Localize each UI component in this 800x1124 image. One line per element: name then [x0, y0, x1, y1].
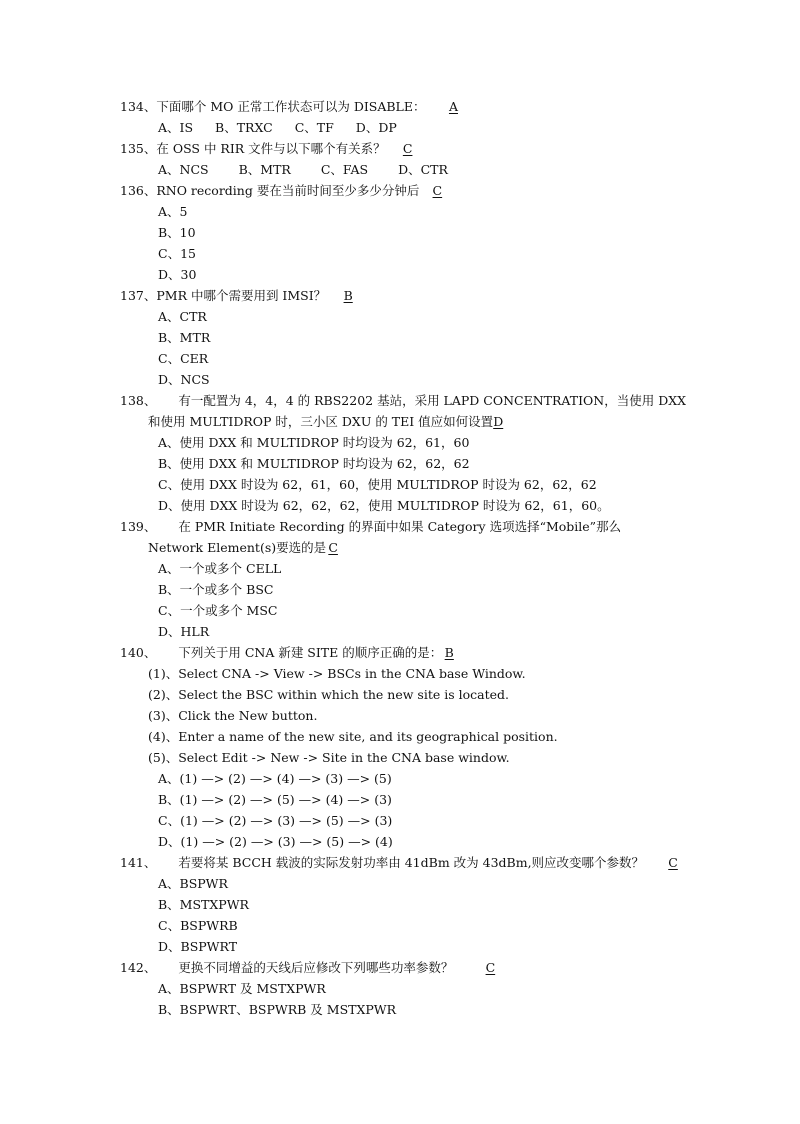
answer: C [432, 183, 443, 198]
step: (2)、Select the BSC within which the new site is located. [148, 687, 509, 702]
option: D、HLR [158, 624, 210, 639]
answer: C [402, 141, 413, 156]
question-text: 有一配置为 4，4，4 的 RBS2202 基站，采用 LAPD CONCENTRATION，当使用 DXX [178, 393, 687, 408]
question-text: 134、下面哪个 MO 正常工作状态可以为 DISABLE： [120, 99, 426, 114]
answer: D [493, 414, 504, 429]
question-text: 下列关于用 CNA 新建 SITE 的顺序正确的是： [178, 645, 443, 660]
step: (3)、Click the New button. [148, 708, 318, 723]
option: D、DP [355, 120, 397, 135]
question-continuation [148, 412, 503, 432]
option: C、FAS [320, 162, 369, 177]
option: A、CTR [158, 309, 207, 324]
option: A、BSPWRT 及 MSTXPWR [158, 981, 326, 996]
option: A、IS [158, 120, 194, 135]
option: B、MSTXPWR [158, 897, 249, 912]
answer: C [668, 855, 678, 870]
option: A、一个或多个 CELL [158, 561, 282, 576]
option: D、CTR [398, 162, 448, 177]
option: A、5 [158, 204, 188, 219]
step: (4)、Enter a name of the new site, and its geographical position. [148, 729, 558, 744]
question-140 [120, 643, 456, 663]
option: B、使用 DXX 和 MULTIDROP 时均设为 62，62，62 [158, 456, 470, 471]
question-141 [120, 853, 684, 873]
answer: B [444, 645, 454, 660]
question-139 [120, 517, 621, 537]
answer: B [343, 288, 353, 303]
question-135 [120, 139, 426, 159]
option: D、NCS [158, 372, 210, 387]
question-number: 138、 [120, 393, 157, 408]
option: C、(1) —> (2) —> (3) —> (5) —> (3) [158, 813, 393, 828]
question-text: 137、PMR 中哪个需要用到 IMSI？ [120, 288, 327, 303]
option: B、MTR [158, 330, 211, 345]
question-number: 142、 [120, 960, 157, 975]
question-text: 在 PMR Initiate Recording 的界面中如果 Category 选项选择“Mobile”那么 [178, 519, 622, 534]
option: A、BSPWR [158, 876, 228, 891]
option: B、TRXC [215, 120, 273, 135]
option: D、30 [158, 267, 197, 282]
question-text: 更换不同增益的天线后应修改下列哪些功率参数？ [178, 960, 454, 975]
option: C、TF [294, 120, 334, 135]
question-142 [120, 958, 515, 978]
answer: C [328, 540, 338, 555]
question-number: 140、 [120, 645, 157, 660]
step: (5)、Select Edit -> New -> Site in the CNA base window. [148, 750, 510, 765]
option: B、(1) —> (2) —> (5) —> (4) —> (3) [158, 792, 392, 807]
option: B、MTR [238, 162, 291, 177]
question-136 [120, 181, 455, 201]
option: A、使用 DXX 和 MULTIDROP 时均设为 62，61，60 [158, 435, 470, 450]
option: C、CER [158, 351, 209, 366]
option: B、一个或多个 BSC [158, 582, 274, 597]
option: B、10 [158, 225, 196, 240]
option: A、(1) —> (2) —> (4) —> (3) —> (5) [158, 771, 392, 786]
question-text: 135、在 OSS 中 RIR 文件与以下哪个有关系？ [120, 141, 386, 156]
option: C、15 [158, 246, 196, 261]
question-number: 141、 [120, 855, 157, 870]
question-number: 139、 [120, 519, 157, 534]
option: C、一个或多个 MSC [158, 603, 278, 618]
question-138 [120, 391, 686, 411]
answer: C [485, 960, 496, 975]
option: B、BSPWRT、BSPWRB 及 MSTXPWR [158, 1002, 397, 1017]
question-134 [120, 97, 459, 117]
option: C、BSPWRB [158, 918, 238, 933]
question-text: Network Element(s)要选的是 [148, 540, 327, 555]
option: D、(1) —> (2) —> (3) —> (5) —> (4) [158, 834, 393, 849]
question-text: 若要将某 BCCH 载波的实际发射功率由 41dBm 改为 43dBm,则应改变哪个参数？ [178, 855, 645, 870]
options-row [158, 118, 397, 138]
option: D、BSPWRT [158, 939, 238, 954]
option: D、使用 DXX 时设为 62，62，62，使用 MULTIDROP 时设为 62，61，60。 [158, 498, 610, 513]
question-continuation [148, 538, 340, 558]
option: A、NCS [158, 162, 209, 177]
option: C、使用 DXX 时设为 62，61，60，使用 MULTIDROP 时设为 62，62，62 [158, 477, 597, 492]
step: (1)、Select CNA -> View -> BSCs in the CNA base Window. [148, 666, 526, 681]
answer: A [448, 99, 458, 114]
question-text: 136、RNO recording 要在当前时间至少多少分钟后 [120, 183, 420, 198]
question-text: 和使用 MULTIDROP 时，三小区 DXU 的 TEI 值应如何设置 [148, 414, 494, 429]
options-row [158, 160, 448, 180]
question-137 [120, 286, 366, 306]
